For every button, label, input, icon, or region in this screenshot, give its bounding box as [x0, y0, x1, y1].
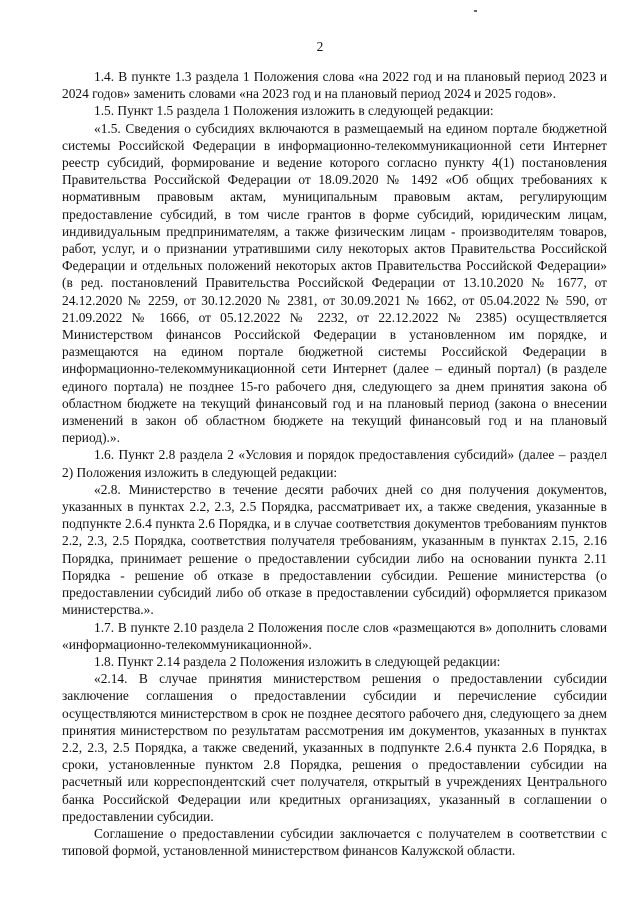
quote-2-8: «2.8. Министерство в течение десяти рабочих дней со дня получения документов, указанных в пунктах 2.2, 2.3, 2.5 Порядка, рассматривает их, а также сведения, указанные в подпункте 2.6.4 пункта 2.6 Порядка, и в случае соответствия документов требованиям пунктов 2.2, 2.3, 2.5 Порядка, соответствия получателя требованиям, указанным в пунктах 2.15, 2.16 Порядка, принимает решение о предоставлении субсидии либо на основании пункта 2.11 Порядка - решение об отказе в предоставлении субсидии. Решение министерства (о предоставлении субсидий либо об отказе в предоставлении субсидий) оформляется приказом министерства.».: [62, 481, 607, 618]
paragraph-1-4: 1.4. В пункте 1.3 раздела 1 Положения слова «на 2022 год и на плановый период 2023 и 2024 годов» заменить словами «на 2023 год и на плановый период 2024 и 2025 годов».: [62, 69, 607, 102]
quote-1-5: «1.5. Сведения о субсидиях включаются в размещаемый на едином портале бюджетной системы Российской Федерации в информационно-телекоммуникационной сети Интернет реестр субсидий, формирование и ведение которого согласно пункту 4(1) постановления Правительства Российской Федерации от 18.09.2020 № 1492 «Об общих требованиях к нормативным правовым актам, муниципальным правовым актам, регулирующим предоставление субсидий, в том числе грантов в форме субсидий, юридическим лицам, индивидуальным предпринимателям, а также физическим лицам - производителям товаров, работ, услуг, и о признании утратившими силу некоторых актов Правительства Российской Федерации и отдельных положений некоторых актов Правительства Российской Федерации» (в ред. постановлений Правительства Российской Федерации от 13.10.2020 № 1677, от 24.12.2020 № 2259, от 30.12.2020 № 2381, от 30.09.2021 № 1662, от 05.04.2022 № 590, от 21.09.2022 № 1666, от 05.12.2022 № 2232, от 22.12.2022 № 2385) осуществляется Министерством финансов Российской Федерации в установленном им порядке, и размещаются на едином портале бюджетной системы Российской Федерации в информационно-телекоммуникационной сети Интернет (далее – единый портал) (в разделе единого портала) не позднее 15-го рабочего дня, следующего за днем принятия закона об областном бюджете на текущий финансовый год и на плановый период (закона о внесении изменений в закон об областном бюджете на текущий финансовый год и на плановый период).».: [62, 120, 607, 446]
quote-2-14: «2.14. В случае принятия министерством решения о предоставлении субсидии заключение соглашения о предоставлении субсидии и перечисление субсидии осуществляются министерством в срок не позднее десятого рабочего дня, следующего за днем принятия министерством по результатам рассмотрения им документов, указанных в пунктах 2.2, 2.3, 2.5 Порядка, а также сведений, указанных в подпункте 2.6.4 пункта 2.6 Порядка, в сроки, установленные пунктом 2.8 Порядка, решения о предоставлении субсидии на расчетный или корреспондентский счет получателя, открытый в учреждениях Центрального банка Российской Федерации или кредитных организациях, указанный в соглашении о предоставлении субсидии.: [62, 671, 607, 824]
paragraph-1-5: 1.5. Пункт 1.5 раздела 1 Положения изложить в следующей редакции:: [94, 103, 494, 119]
scan-mark: [474, 10, 477, 12]
paragraph-1-8: 1.8. Пункт 2.14 раздела 2 Положения изложить в следующей редакции:: [94, 653, 501, 669]
page-number: 2: [316, 39, 324, 54]
paragraph-1-7: 1.7. В пункте 2.10 раздела 2 Положения после слов «размещаются в» дополнить словами «информационно-телекоммуникационной».: [62, 619, 607, 652]
paragraph-1-6: 1.6. Пункт 2.8 раздела 2 «Условия и порядок предоставления субсидий» (далее – раздел 2) Положения изложить в следующей редакции:: [62, 447, 607, 480]
document-body: [62, 68, 607, 859]
paragraph-agreement: Соглашение о предоставлении субсидии заключается с получателем в соответствии с типовой формой, установленной министерством финансов Калужской области.: [62, 825, 607, 859]
